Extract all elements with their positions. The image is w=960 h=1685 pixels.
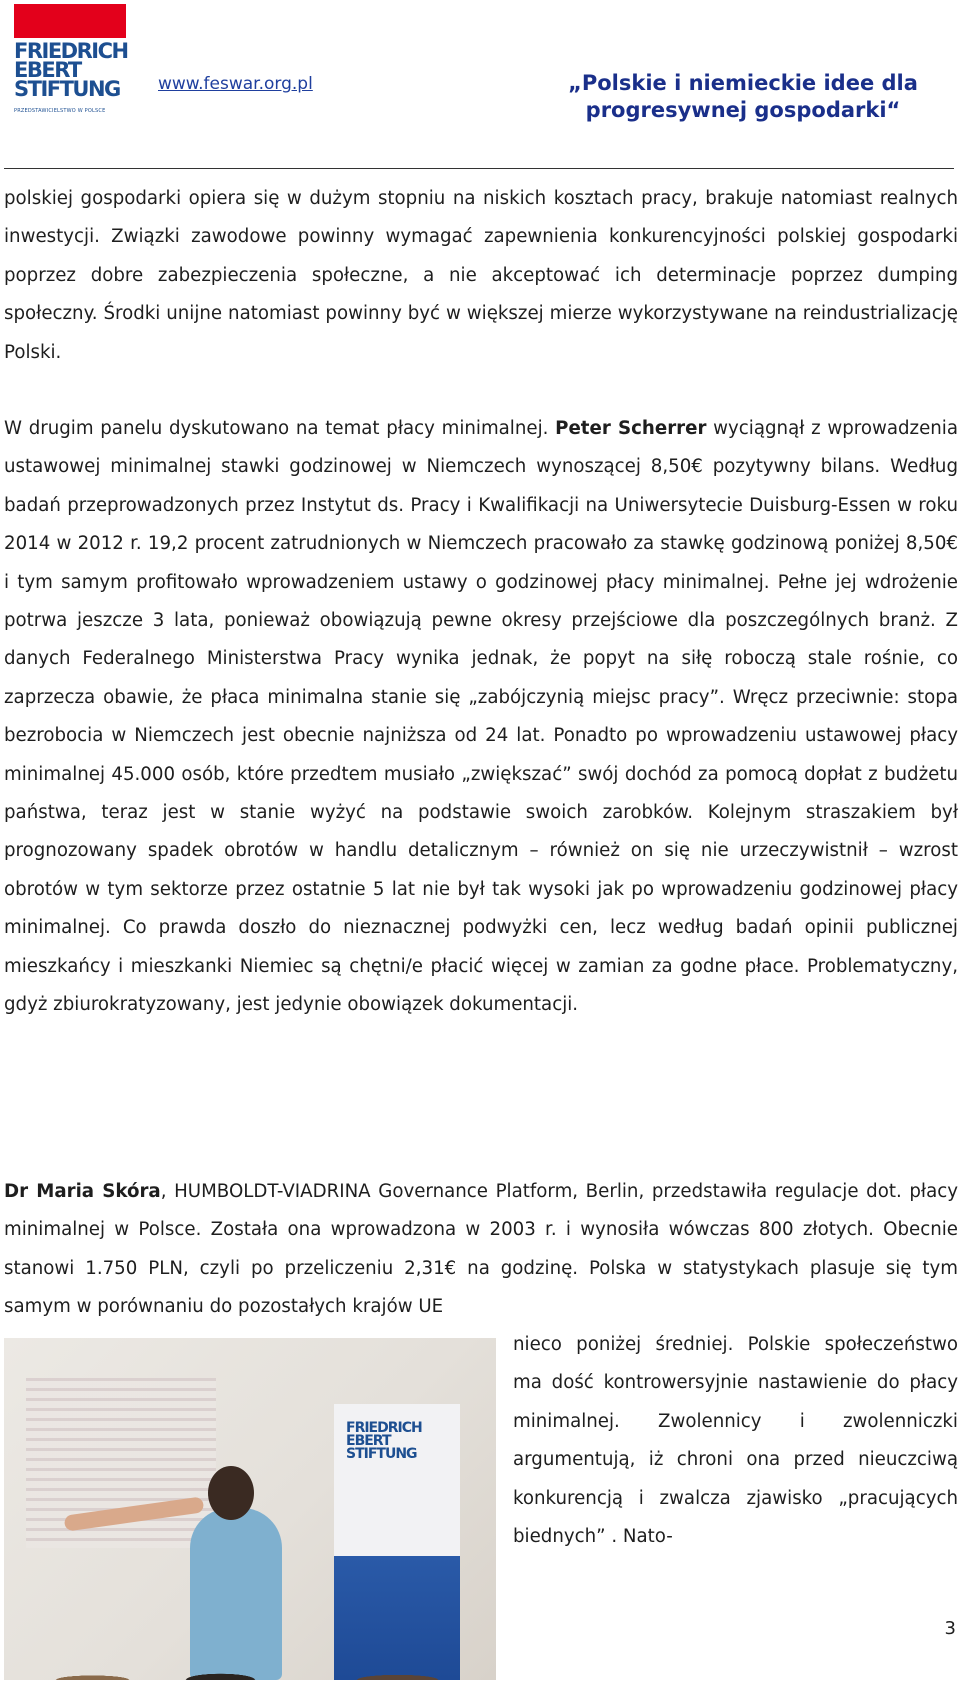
website-link[interactable] — [158, 74, 313, 94]
logo-line-3: STIFTUNG — [14, 77, 120, 101]
speaker-head — [208, 1466, 254, 1520]
paragraph-3 — [4, 1173, 958, 1327]
paragraph-3-body: , HUMBOLDT-VIADRINA Governance Platform, Berlin, przedstawiła regulacje dot. płacy minimalnej w Polsce. Została ona wprowadzona w 2003 r. i wynosiła wówczas 800 złotych. Obecnie stanowi 1.750 PLN, czyli po przeliczeniu 2,31€ na godzinę. Polska w statystykach plasuje się tym samym w porównaniu do pozostałych krajów UE — [4, 1181, 958, 1318]
document-title: „Polskie i niemieckie idee dla progresywnej gospodarki“ — [568, 71, 918, 122]
banner-logo — [346, 1422, 422, 1461]
banner-line-1: FRIEDRICH — [346, 1420, 422, 1436]
header-divider — [4, 168, 954, 169]
logo-line-1: FRIEDRICH — [14, 39, 128, 63]
paragraph-2-body: wyciągnął z wprowadzenia ustawowej minimalnej stawki godzinowej w Niemczech wynoszącej 8,50€ pozytywny bilans. Według badań przeprowadzonych przez Instytut ds. Pracy i Kwalifikacji na Uniwersytecie Duisburg-Essen w roku 2014 w 2012 r. 19,2 procent zatrudnionych w Niemczech pracowało za stawkę godzinową poniżej 8,50€ i tym samym profitowało wprowadzeniem ustawy o godzinowej płacy minimalnej. Pełne jej wdrożenie potrwa jeszcze 3 lata, ponieważ obowiązują pewne okresy przejściowe dla poszczególnych branż. Z danych Federalnego Ministerstwa Pracy wynika jednak, że popyt na siłę roboczą stale rośnie, co zaprzecza obawie, że płaca minimalna stanie się „zabójczynią miejsc pracy”. Wręcz przeciwnie: stopa bezrobocia w Niemczech jest obecnie najniższa od 24 lat. Ponadto po wprowadzeniu ustawowej płacy minimalnej 45.000 osób, które przedtem musiało „zwiększać” swój dochód za pomocą dopłat z budżetu państwa, teraz jest w stanie wyżyć na podstawie swoich zarobków. Kolejnym straszakiem był prognozowany spadek obrotów w handlu detalicznym – również on się nie urzeczywistnił – wzrost obrotów w tym sektorze przez ostatnie 5 lat nie był tak wysoki jak po wprowadzeniu godzinowej płacy minimalnej. Co prawda doszło do nieznacznej podwyżki cen, lecz według badań opinii publicznej mieszkańcy i mieszkanki Niemiec są chętni/e płacić więcej w zamian za godne płace. Problematyczny, gdyż zbiurokratyzowany, jest jedynie obowiązek dokumentacji. — [4, 418, 958, 1016]
speaker-name-skora: Dr Maria Skóra — [4, 1181, 161, 1202]
website-link-text[interactable]: www.feswar.org.pl — [158, 74, 313, 94]
paragraph-2 — [4, 410, 958, 1025]
page-number: 3 — [944, 1618, 956, 1639]
banner-line-3: STIFTUNG — [346, 1446, 417, 1462]
conference-photo — [4, 1338, 496, 1680]
paragraph-4: nieco poniżej średniej. Polskie społeczeństwo ma dość kontrowersyjnie nastawienie do płacy minimalnej. Zwolennicy i zwolenniczki argumentują, iż chroni ona przed nieuczciwą konkurencją i zwalcza zjawisko „pracujących biednych” . Nato- — [513, 1334, 958, 1548]
logo-line-2: EBERT — [14, 58, 81, 82]
logo-wordmark — [14, 39, 132, 101]
paragraph-2-intro: W drugim panelu dyskutowano na temat płacy minimalnej. — [4, 418, 556, 439]
page-header — [0, 0, 960, 180]
audience-heads — [4, 1630, 496, 1680]
fes-logo — [12, 4, 130, 114]
speaker-name-scherrer: Peter Scherrer — [555, 418, 707, 439]
banner-line-2: EBERT — [346, 1433, 391, 1449]
paragraph-1: polskiej gospodarki opiera się w dużym stopniu na niskich kosztach pracy, brakuje natomiast realnych inwestycji. Związki zawodowe powinny wymagać zapewnienia konkurencyjności polskiej gospodarki poprzez dobre zabezpieczenia społeczne, a nie akceptować ich determinacje poprzez dumping społeczny. Środki unijne natomiast powinny być w większej mierze wykorzystywane na reindustrializację Polski. — [4, 188, 958, 363]
logo-subtitle: PRZEDSTAWICIELSTWO W POLSCE — [14, 108, 106, 114]
logo-red-block — [14, 4, 126, 38]
